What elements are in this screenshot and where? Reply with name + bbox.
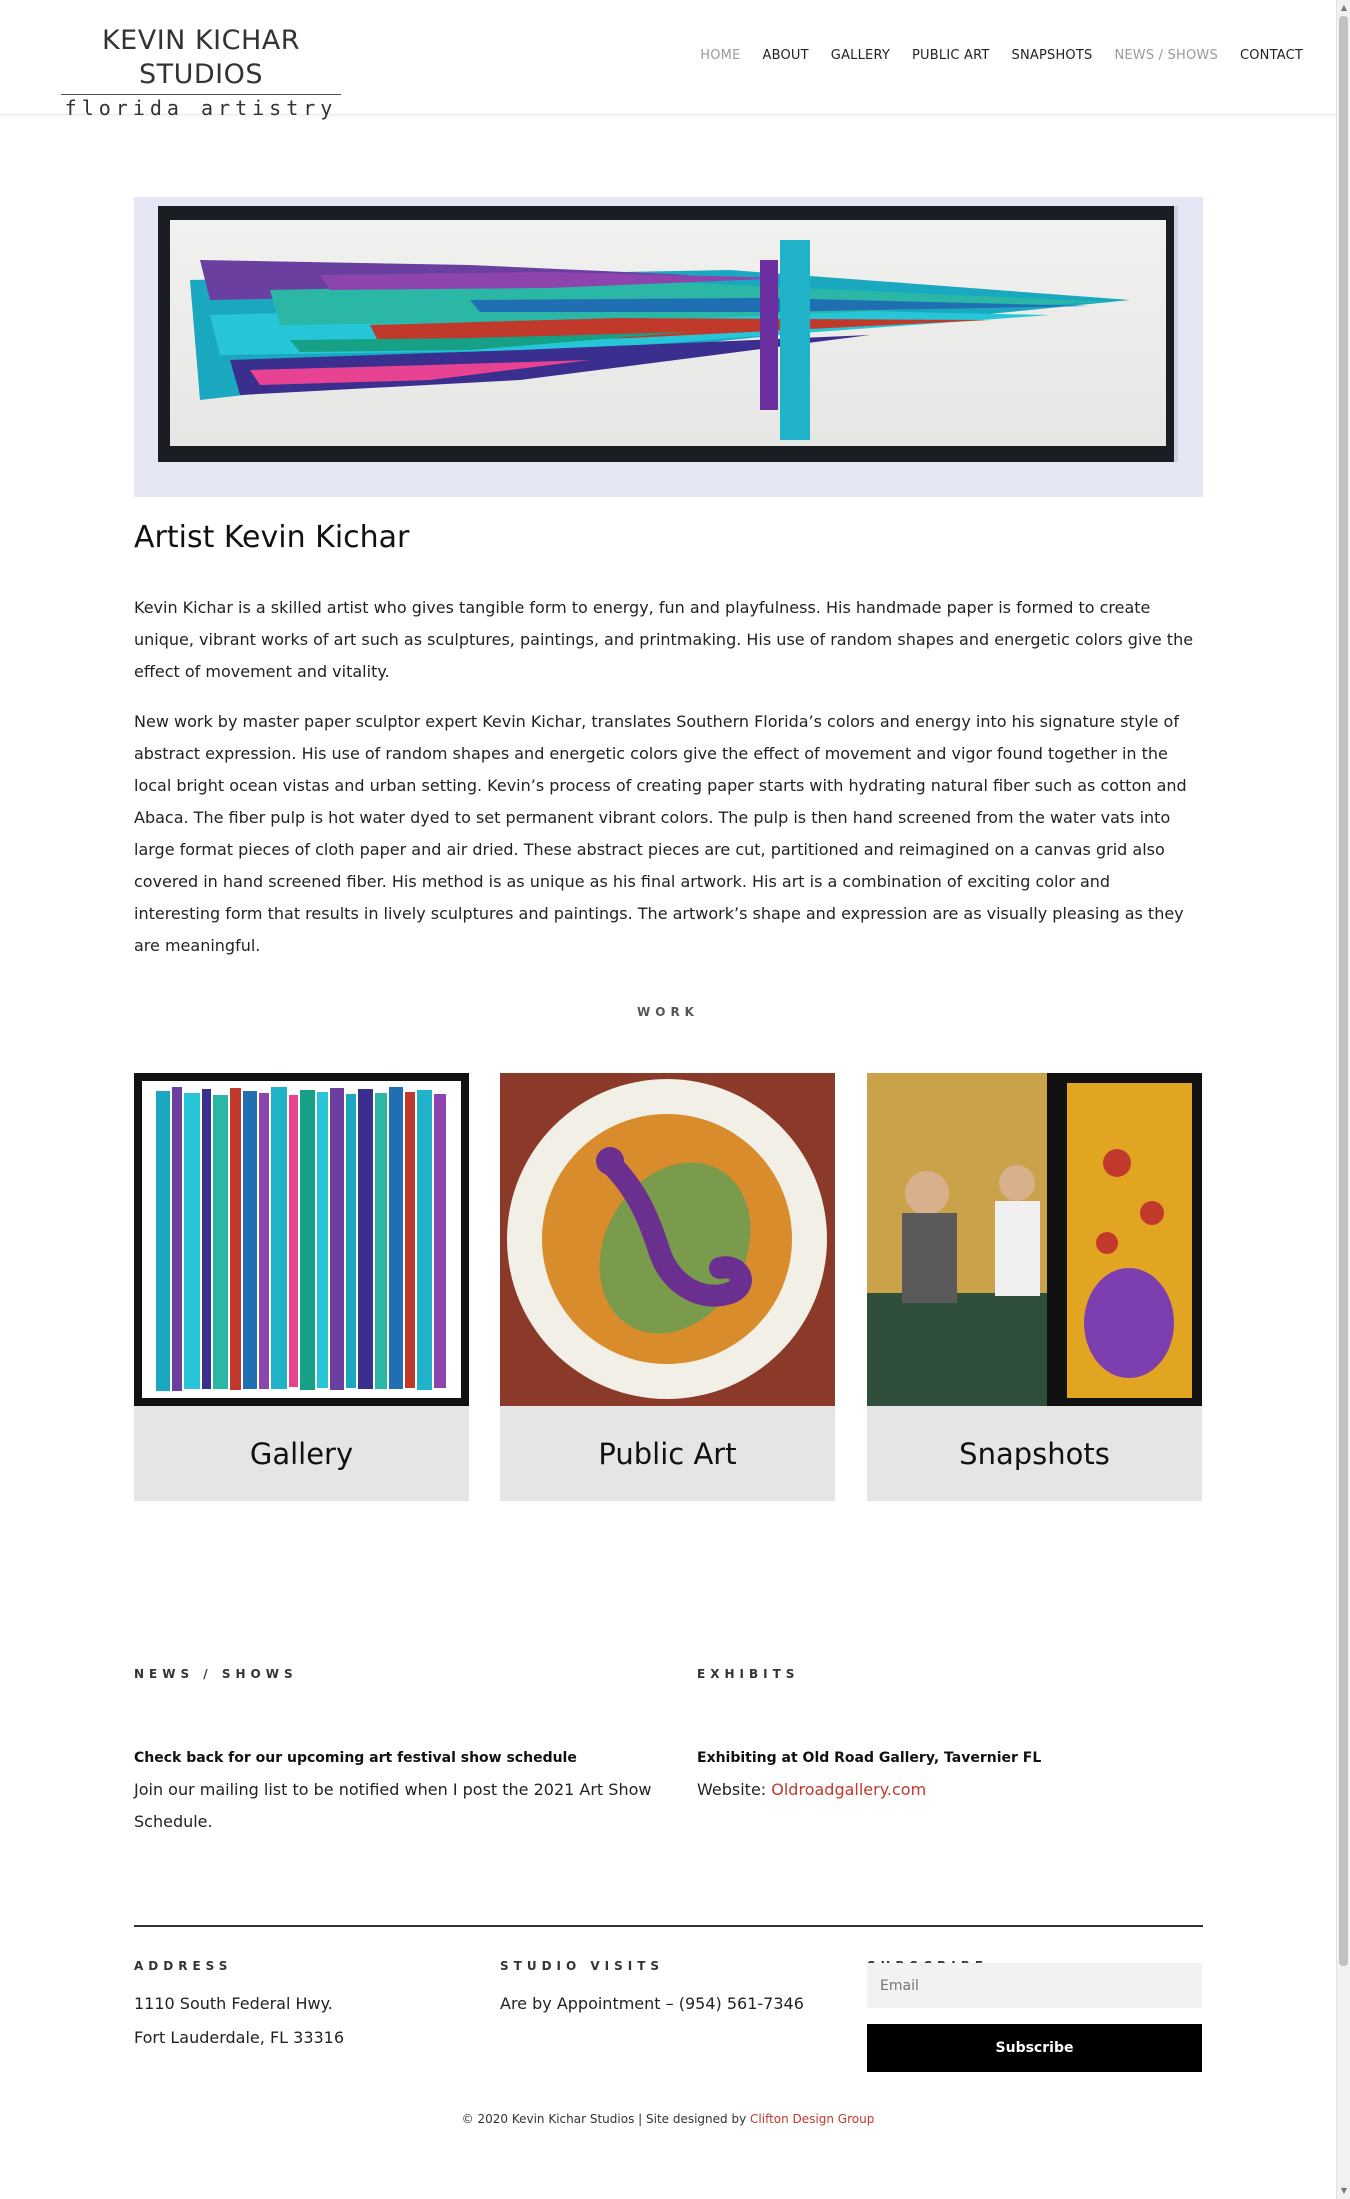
work-section-label: WORK xyxy=(637,1005,699,1019)
email-field[interactable] xyxy=(867,1963,1202,2008)
hero-artwork-image xyxy=(134,197,1203,497)
address-line-1: 1110 South Federal Hwy. xyxy=(134,1994,333,2013)
public-art-thumbnail[interactable] xyxy=(500,1073,835,1406)
nav-gallery[interactable]: GALLERY xyxy=(830,48,891,63)
news-section-label: NEWS / SHOWS xyxy=(134,1667,298,1681)
nav-news-shows[interactable]: NEWS / SHOWS xyxy=(1114,48,1218,63)
work-card-snapshots[interactable] xyxy=(867,1073,1202,1501)
address-line-2: Fort Lauderdale, FL 33316 xyxy=(134,2028,345,2047)
work-card-gallery[interactable] xyxy=(134,1073,469,1501)
paper-sculpture-graphic xyxy=(170,220,1166,446)
striped-artwork-graphic xyxy=(134,1073,469,1406)
about-title: Artist Kevin Kichar xyxy=(134,520,410,555)
about-paragraph-1: Kevin Kichar is a skilled artist who gives tangible form to energy, fun and playfulness. His handmade paper is formed to create unique, vibrant works of art such as sculptures, paintings, and printmaking. His use of random shapes and energetic colors give the effect of movement and vitality. xyxy=(134,598,1194,681)
address-block xyxy=(134,1987,344,2055)
logo-tagline: florida artistry xyxy=(61,94,342,121)
footer-divider xyxy=(134,1925,1203,1927)
scrollbar-thumb[interactable] xyxy=(1339,16,1348,1966)
nav-public-art[interactable]: PUBLIC ART xyxy=(912,48,990,63)
main-nav xyxy=(700,48,1303,63)
triangle-down-icon[interactable]: ▼ xyxy=(1340,2186,1348,2195)
triangle-up-icon[interactable]: ▲ xyxy=(1340,3,1348,12)
page-scrollbar[interactable] xyxy=(1336,0,1350,2199)
designer-link[interactable]: Clifton Design Group xyxy=(750,2112,875,2126)
studio-visits-label: STUDIO VISITS xyxy=(500,1959,665,1973)
news-text: Join our mailing list to be notified when I post the 2021 Art Show Schedule. xyxy=(134,1780,652,1831)
art-show-photo-graphic xyxy=(867,1073,1202,1406)
exhibits-section-label: EXHIBITS xyxy=(697,1667,800,1681)
nav-about[interactable]: ABOUT xyxy=(762,48,809,63)
work-card-public-art[interactable] xyxy=(500,1073,835,1501)
snapshots-thumbnail[interactable] xyxy=(867,1073,1202,1406)
news-block xyxy=(134,1750,654,1838)
snapshots-caption[interactable]: Snapshots xyxy=(959,1436,1110,1471)
artwork-canvas xyxy=(170,220,1166,446)
lizard-mosaic-graphic xyxy=(500,1073,835,1406)
public-art-caption[interactable]: Public Art xyxy=(598,1436,737,1471)
nav-contact[interactable]: CONTACT xyxy=(1239,48,1303,63)
site-header xyxy=(0,0,1336,120)
logo-main-text: KEVIN KICHAR STUDIOS xyxy=(101,25,301,90)
exhibits-heading: Exhibiting at Old Road Gallery, Tavernier FL xyxy=(697,1750,1042,1766)
nav-snapshots[interactable]: SNAPSHOTS xyxy=(1011,48,1093,63)
artwork-frame xyxy=(158,206,1178,462)
subscribe-button[interactable]: Subscribe xyxy=(867,2024,1202,2072)
exhibits-website-line xyxy=(697,1774,1217,1806)
copyright-line xyxy=(0,2112,1336,2126)
news-heading: Check back for our upcoming art festival show schedule xyxy=(134,1750,577,1766)
gallery-website-link[interactable]: Oldroadgallery.com xyxy=(771,1780,927,1799)
website-prefix: Website: xyxy=(697,1780,767,1799)
exhibits-block xyxy=(697,1750,1217,1806)
copyright-text: © 2020 Kevin Kichar Studios | Site designed by xyxy=(461,2112,747,2126)
nav-home[interactable]: HOME xyxy=(700,48,741,63)
site-logo[interactable] xyxy=(36,24,366,121)
gallery-caption[interactable]: Gallery xyxy=(249,1436,354,1471)
gallery-thumbnail[interactable] xyxy=(134,1073,469,1406)
address-label: ADDRESS xyxy=(134,1959,233,1973)
studio-visits-text: Are by Appointment – (954) 561-7346 xyxy=(500,1994,804,2013)
about-paragraph-2: New work by master paper sculptor expert Kevin Kichar, translates Southern Florida’s colors and energy into his signature style of abstract expression. His use of random shapes and energetic colors give the effect of movement and vigor found together in the local bright ocean vistas and urban setting. Kevin’s process of creating paper starts with hydrating natural fiber such as cotton and Abaca. The fiber pulp is hot water dyed to set permanent vibrant colors. The pulp is then hand screened from the water vats into large format pieces of cloth paper and air dried. These abstract pieces are cut, partitioned and reimagined on a canvas grid also covered in hand screened fiber. His method is as unique as his final artwork. His art is a combination of exciting color and interesting form that results in lively sculptures and paintings. The artwork’s shape and expression are as visually pleasing as they are meaningful. xyxy=(134,712,1187,955)
